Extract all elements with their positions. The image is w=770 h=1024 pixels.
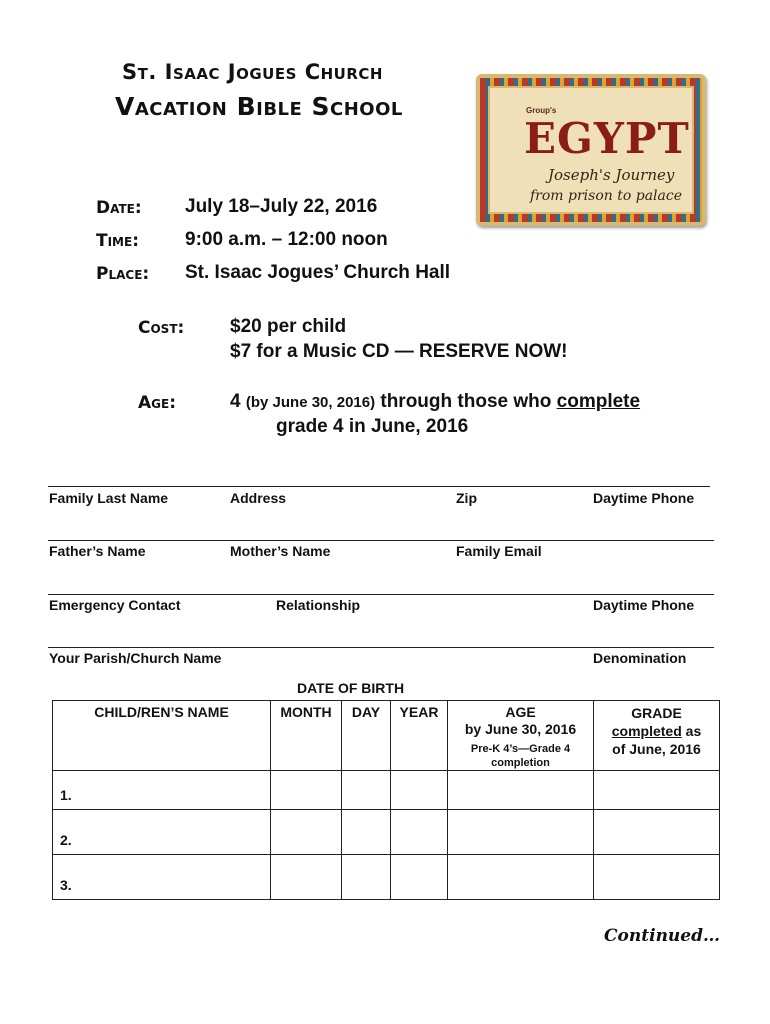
form-line-1[interactable] bbox=[48, 486, 710, 487]
col-day: DAY bbox=[342, 701, 391, 771]
logo-title: EGYPT bbox=[524, 114, 690, 163]
time-label: Time: bbox=[96, 231, 139, 251]
month-cell[interactable] bbox=[271, 771, 342, 810]
col-age-title: AGE bbox=[505, 704, 536, 720]
daytime-phone-label: Daytime Phone bbox=[593, 490, 695, 506]
col-grade bbox=[594, 701, 720, 771]
year-cell[interactable] bbox=[391, 810, 448, 855]
col-grade-as: as bbox=[681, 723, 702, 739]
age-through: through those who bbox=[380, 391, 552, 412]
table-row[interactable] bbox=[53, 810, 720, 855]
table-row[interactable] bbox=[53, 855, 720, 900]
age-label: Age: bbox=[138, 393, 177, 413]
continued-note: Continued… bbox=[604, 926, 720, 946]
col-childrens-name: CHILD/REN’S NAME bbox=[53, 701, 271, 771]
col-grade-date: of June, 2016 bbox=[612, 741, 701, 757]
place-value: St. Isaac Jogues’ Church Hall bbox=[185, 262, 451, 283]
logo-subtitle: Joseph's Journey bbox=[548, 166, 675, 184]
fathers-name-label: Father’s Name bbox=[49, 543, 146, 559]
egypt-vbs-logo bbox=[476, 74, 706, 226]
row-number: 2. bbox=[53, 810, 271, 855]
family-email-label: Family Email bbox=[456, 543, 542, 559]
cost-line-2: $7 for a Music CD — RESERVE NOW! bbox=[230, 341, 568, 362]
children-table bbox=[52, 700, 720, 900]
cost-line-1: $20 per child bbox=[230, 316, 347, 337]
month-cell[interactable] bbox=[271, 810, 342, 855]
row-number: 1. bbox=[53, 771, 271, 810]
parish-church-label: Your Parish/Church Name bbox=[49, 650, 222, 666]
emergency-phone-label: Daytime Phone bbox=[593, 597, 695, 613]
day-cell[interactable] bbox=[342, 855, 391, 900]
age-number: 4 bbox=[230, 391, 241, 412]
day-cell[interactable] bbox=[342, 771, 391, 810]
year-cell[interactable] bbox=[391, 771, 448, 810]
col-year: YEAR bbox=[391, 701, 448, 771]
age-cutoff: (by June 30, 2016) bbox=[245, 394, 376, 411]
form-line-4[interactable] bbox=[48, 647, 714, 648]
year-cell[interactable] bbox=[391, 855, 448, 900]
grade-cell[interactable] bbox=[594, 855, 720, 900]
age-cell[interactable] bbox=[448, 810, 594, 855]
mothers-name-label: Mother’s Name bbox=[230, 543, 331, 559]
form-line-3[interactable] bbox=[48, 594, 714, 595]
row-number: 3. bbox=[53, 855, 271, 900]
day-cell[interactable] bbox=[342, 810, 391, 855]
col-age bbox=[448, 701, 594, 771]
logo-subtitle-2: from prison to palace bbox=[530, 188, 683, 204]
form-line-2[interactable] bbox=[48, 540, 714, 541]
table-row[interactable] bbox=[53, 771, 720, 810]
col-age-sub: by June 30, 2016 bbox=[464, 721, 577, 737]
col-month: MONTH bbox=[271, 701, 342, 771]
age-complete: complete bbox=[556, 391, 641, 412]
address-label: Address bbox=[230, 490, 287, 506]
age-cell[interactable] bbox=[448, 771, 594, 810]
dob-caption: DATE OF BIRTH bbox=[297, 680, 405, 696]
denomination-label: Denomination bbox=[593, 650, 687, 666]
cost-label: Cost: bbox=[138, 318, 185, 338]
col-grade-completed: completed bbox=[611, 723, 682, 739]
grade-cell[interactable] bbox=[594, 771, 720, 810]
date-label: Date: bbox=[96, 198, 142, 218]
age-cell[interactable] bbox=[448, 855, 594, 900]
church-name: St. Isaac Jogues Church bbox=[122, 60, 383, 84]
place-label: Place: bbox=[96, 264, 150, 284]
emergency-contact-label: Emergency Contact bbox=[49, 597, 181, 613]
grade-cell[interactable] bbox=[594, 810, 720, 855]
time-value: 9:00 a.m. – 12:00 noon bbox=[185, 229, 388, 250]
event-title: Vacation Bible School bbox=[115, 92, 403, 121]
col-grade-title: GRADE bbox=[631, 705, 682, 721]
table-header-row bbox=[53, 701, 720, 771]
logo-brand: Group's bbox=[526, 106, 557, 115]
family-last-name-label: Family Last Name bbox=[49, 490, 169, 506]
zip-label: Zip bbox=[456, 490, 477, 506]
col-age-note: Pre-K 4’s—Grade 4 completion bbox=[470, 743, 571, 769]
age-line-1 bbox=[230, 391, 640, 413]
month-cell[interactable] bbox=[271, 855, 342, 900]
date-value: July 18–July 22, 2016 bbox=[185, 196, 378, 217]
relationship-label: Relationship bbox=[276, 597, 361, 613]
age-line-2: grade 4 in June, 2016 bbox=[276, 416, 469, 437]
